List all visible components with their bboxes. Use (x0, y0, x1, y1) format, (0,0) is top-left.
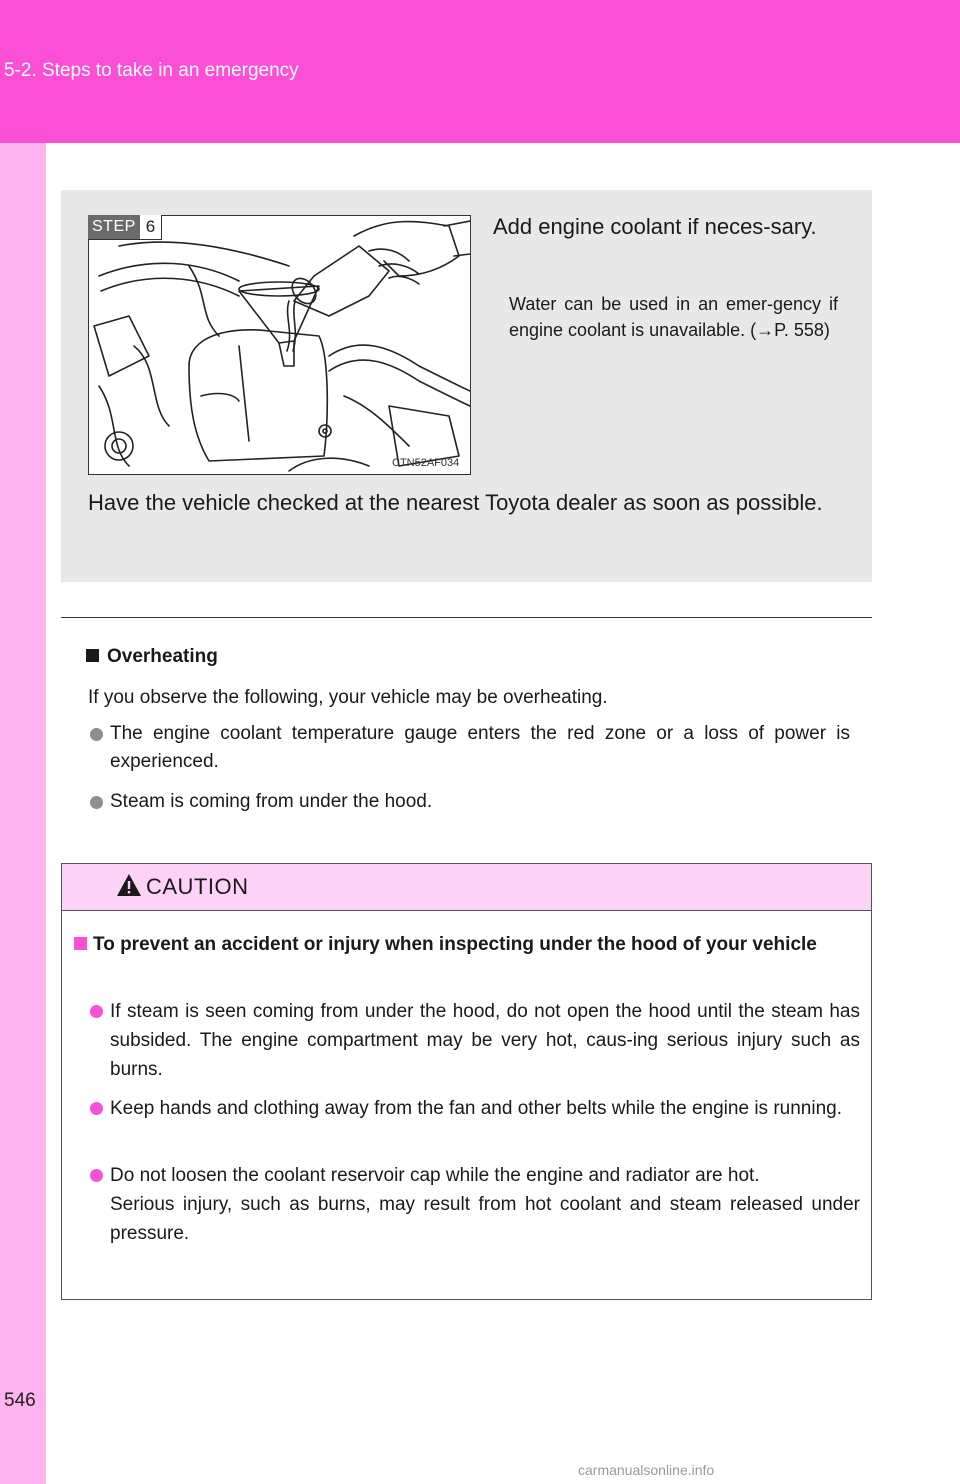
bullet-dot-icon (90, 1005, 103, 1018)
list-item-text: Keep hands and clothing away from the fan and other belts while the engine is running. (110, 1098, 842, 1119)
caution-box (61, 863, 872, 1300)
bullet-dot-icon (90, 728, 103, 741)
list-item-text: Steam is coming from under the hood. (110, 791, 433, 812)
overheating-heading (86, 646, 218, 668)
section-title: 5-2. Steps to take in an emergency (4, 60, 299, 81)
square-bullet-icon (86, 649, 99, 662)
list-item-text-line: Do not loosen the coolant reservoir cap while the engine and radiator are hot. (110, 1165, 760, 1186)
list-item-text: The engine coolant temperature gauge enters the red zone or a loss of power is experienced. (110, 723, 850, 772)
overheating-intro: If you observe the following, your vehicle may be overheating. (88, 687, 608, 708)
step-badge (88, 215, 162, 240)
page-number: 546 (4, 1390, 36, 1411)
bullet-dot-icon (90, 1102, 103, 1115)
step-badge-label: STEP (88, 215, 140, 239)
list-item-continuation: Serious injury, such as burns, may result from hot coolant and steam released under pressure. (110, 1194, 860, 1244)
square-bullet-icon (74, 937, 87, 950)
bullet-dot-icon (90, 1169, 103, 1182)
warning-triangle-icon (116, 873, 142, 902)
caution-heading-text: To prevent an accident or injury when inspecting under the hood of your vehicle (93, 934, 817, 955)
list-item-text (110, 1161, 860, 1248)
list-item-text: If steam is seen coming from under the hood, do not open the hood until the steam has subsided. The engine compartment may be very hot, caus-ing serious injury such as burns. (110, 1001, 860, 1080)
figure-code: CTN52AF034 (392, 457, 460, 469)
section-divider (61, 617, 872, 618)
watermark: carmanualsonline.info (578, 1462, 715, 1478)
overheating-heading-text: Overheating (107, 646, 218, 667)
caution-title: CAUTION (146, 874, 249, 899)
step-instruction: Add engine coolant if neces-sary. (493, 214, 817, 239)
caution-heading (74, 930, 881, 960)
step-badge-number: 6 (140, 215, 161, 239)
coolant-illustration (88, 215, 471, 475)
caution-header (62, 864, 871, 911)
step-footer-text: Have the vehicle checked at the nearest Toyota dealer as soon as possible. (88, 490, 823, 515)
bullet-dot-icon (90, 796, 103, 809)
step-note: Water can be used in an emer-gency if engine coolant is unavailable. (→P. 558) (509, 294, 838, 340)
side-tab-strip (0, 143, 46, 1484)
